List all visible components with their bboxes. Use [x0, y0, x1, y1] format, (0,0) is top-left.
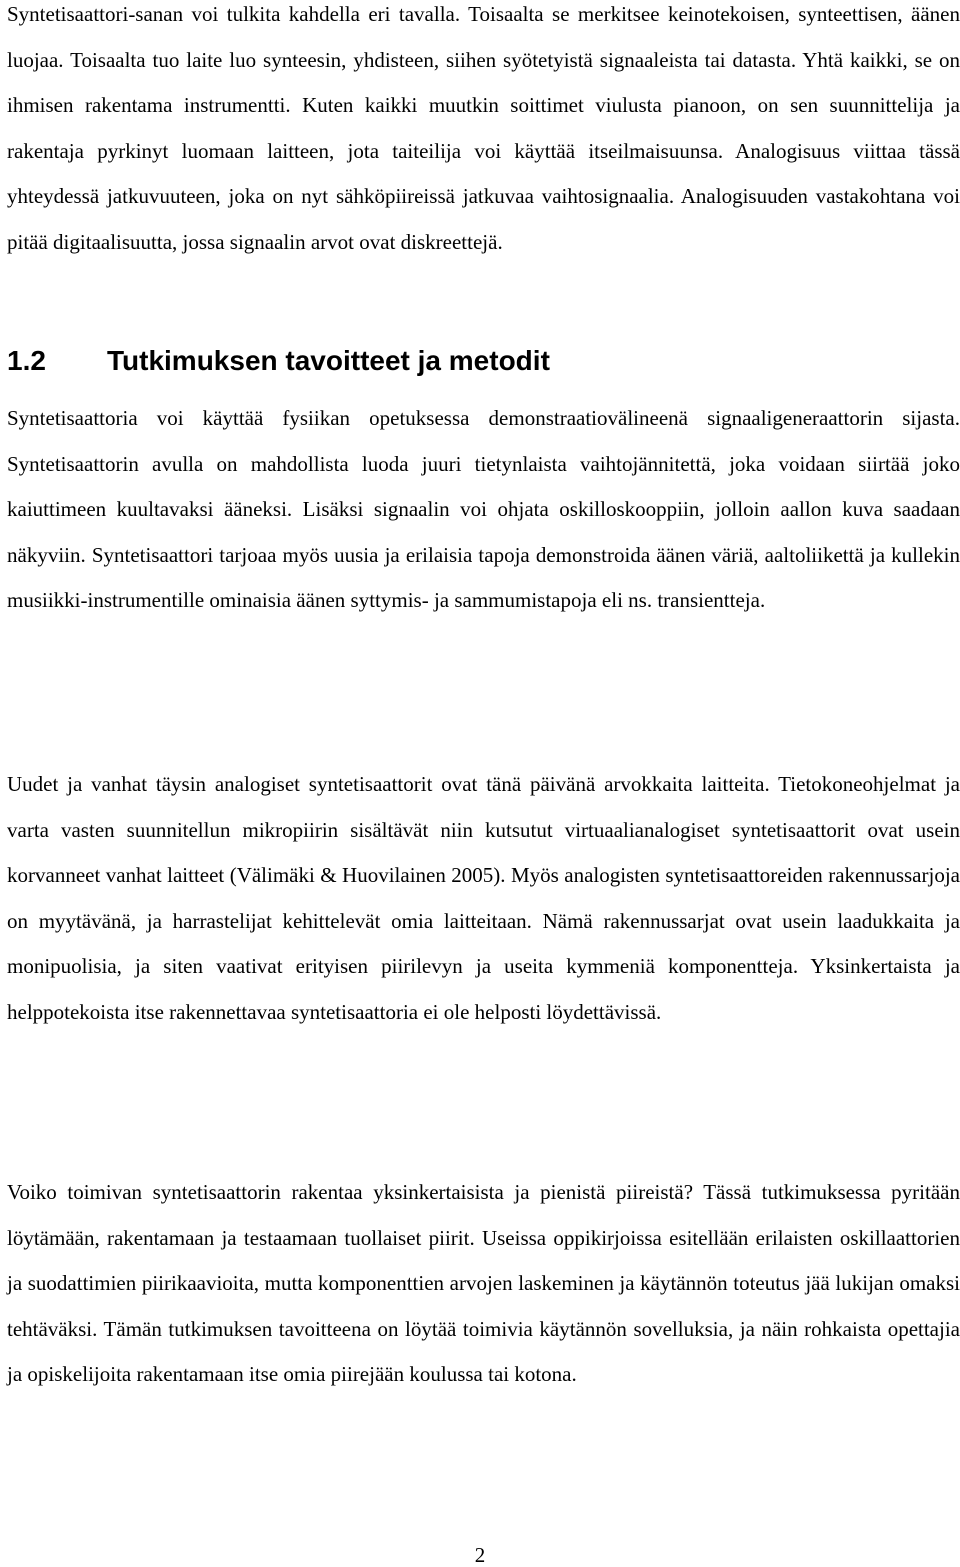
body-paragraph: Voiko toimivan syntetisaattorin rakentaa yksinkertaisista ja pienistä piireistä? Tässä tutkimuksessa pyritään löytämään, rakentamaan ja testaamaan tuollaiset piirit. Useissa oppikirjoissa esitellään erilaisten oskillaattorien ja suodattimien piirikaavioita, mutta komponenttien arvojen laskeminen ja käytännön toteutus jää lukijan omaksi tehtäväksi. Tämän tutkimuksen tavoitteena on löytää toimivia käytännön sovelluksia, ja näin rohkaista opettajia ja opiskelijoita rakentamaan itse omia piirejään koulussa tai kotona.: [7, 1180, 960, 1387]
section-number: 1.2: [7, 345, 46, 376]
page-number: 2: [474, 1543, 486, 1567]
section-title: Tutkimuksen tavoitteet ja metodit: [107, 345, 550, 376]
section-heading: [7, 341, 960, 381]
body-paragraph: Uudet ja vanhat täysin analogiset syntetisaattorit ovat tänä päivänä arvokkaita laitteita. Tietokoneohjelmat ja varta vasten suunnitellun mikropiirin sisältävät niin kutsutut virtuaalianalogiset syntetisaattorit ovat usein korvanneet vanhat laitteet (Välimäki & Huovilainen 2005). Myös analogisten syntetisaattoreiden rakennussarjoja on myytävänä, ja harrastelijat kehittelevät omia laitteitaan. Nämä rakennussarjat ovat usein laadukkaita ja monipuolisia, ja siten vaativat erityisen piirilevyn ja useita kymmeniä komponentteja. Yksinkertaista ja helppotekoista itse rakennettavaa syntetisaattoria ei ole helposti löydettävissä.: [7, 772, 960, 1024]
body-paragraph: Syntetisaattoria voi käyttää fysiikan opetuksessa demonstraatiovälineenä signaaligeneraattorin sijasta. Syntetisaattorin avulla on mahdollista luoda juuri tietynlaista vaihtojännitettä, joka voidaan siirtää joko kaiuttimeen kuultavaksi ääneksi. Lisäksi signaalin voi ohjata oskilloskooppiin, jolloin aallon kuva saadaan näkyviin. Syntetisaattori tarjoaa myös uusia ja erilaisia tapoja demonstroida äänen väriä, aaltoliikettä ja kullekin musiikki-instrumentille ominaisia äänen syttymis- ja sammumistapoja eli ns. transientteja.: [7, 406, 960, 613]
body-paragraph: Syntetisaattori-sanan voi tulkita kahdella eri tavalla. Toisaalta se merkitsee keinotekoisen, synteettisen, äänen luojaa. Toisaalta tuo laite luo synteesin, yhdisteen, siihen syötetyistä signaaleista tai datasta. Yhtä kaikki, se on ihmisen rakentama instrumentti. Kuten kaikki muutkin soittimet viulusta pianoon, on sen suunnittelija ja rakentaja pyrkinyt luomaan laitteen, jota taiteilija voi käyttää itseilmaisuunsa. Analogisuus viittaa tässä yhteydessä jatkuvuuteen, joka on nyt sähköpiireissä jatkuvaa vaihtosignaalia. Analogisuuden vastakohtana voi pitää digitaalisuutta, jossa signaalin arvot ovat diskreettejä.: [7, 2, 960, 254]
